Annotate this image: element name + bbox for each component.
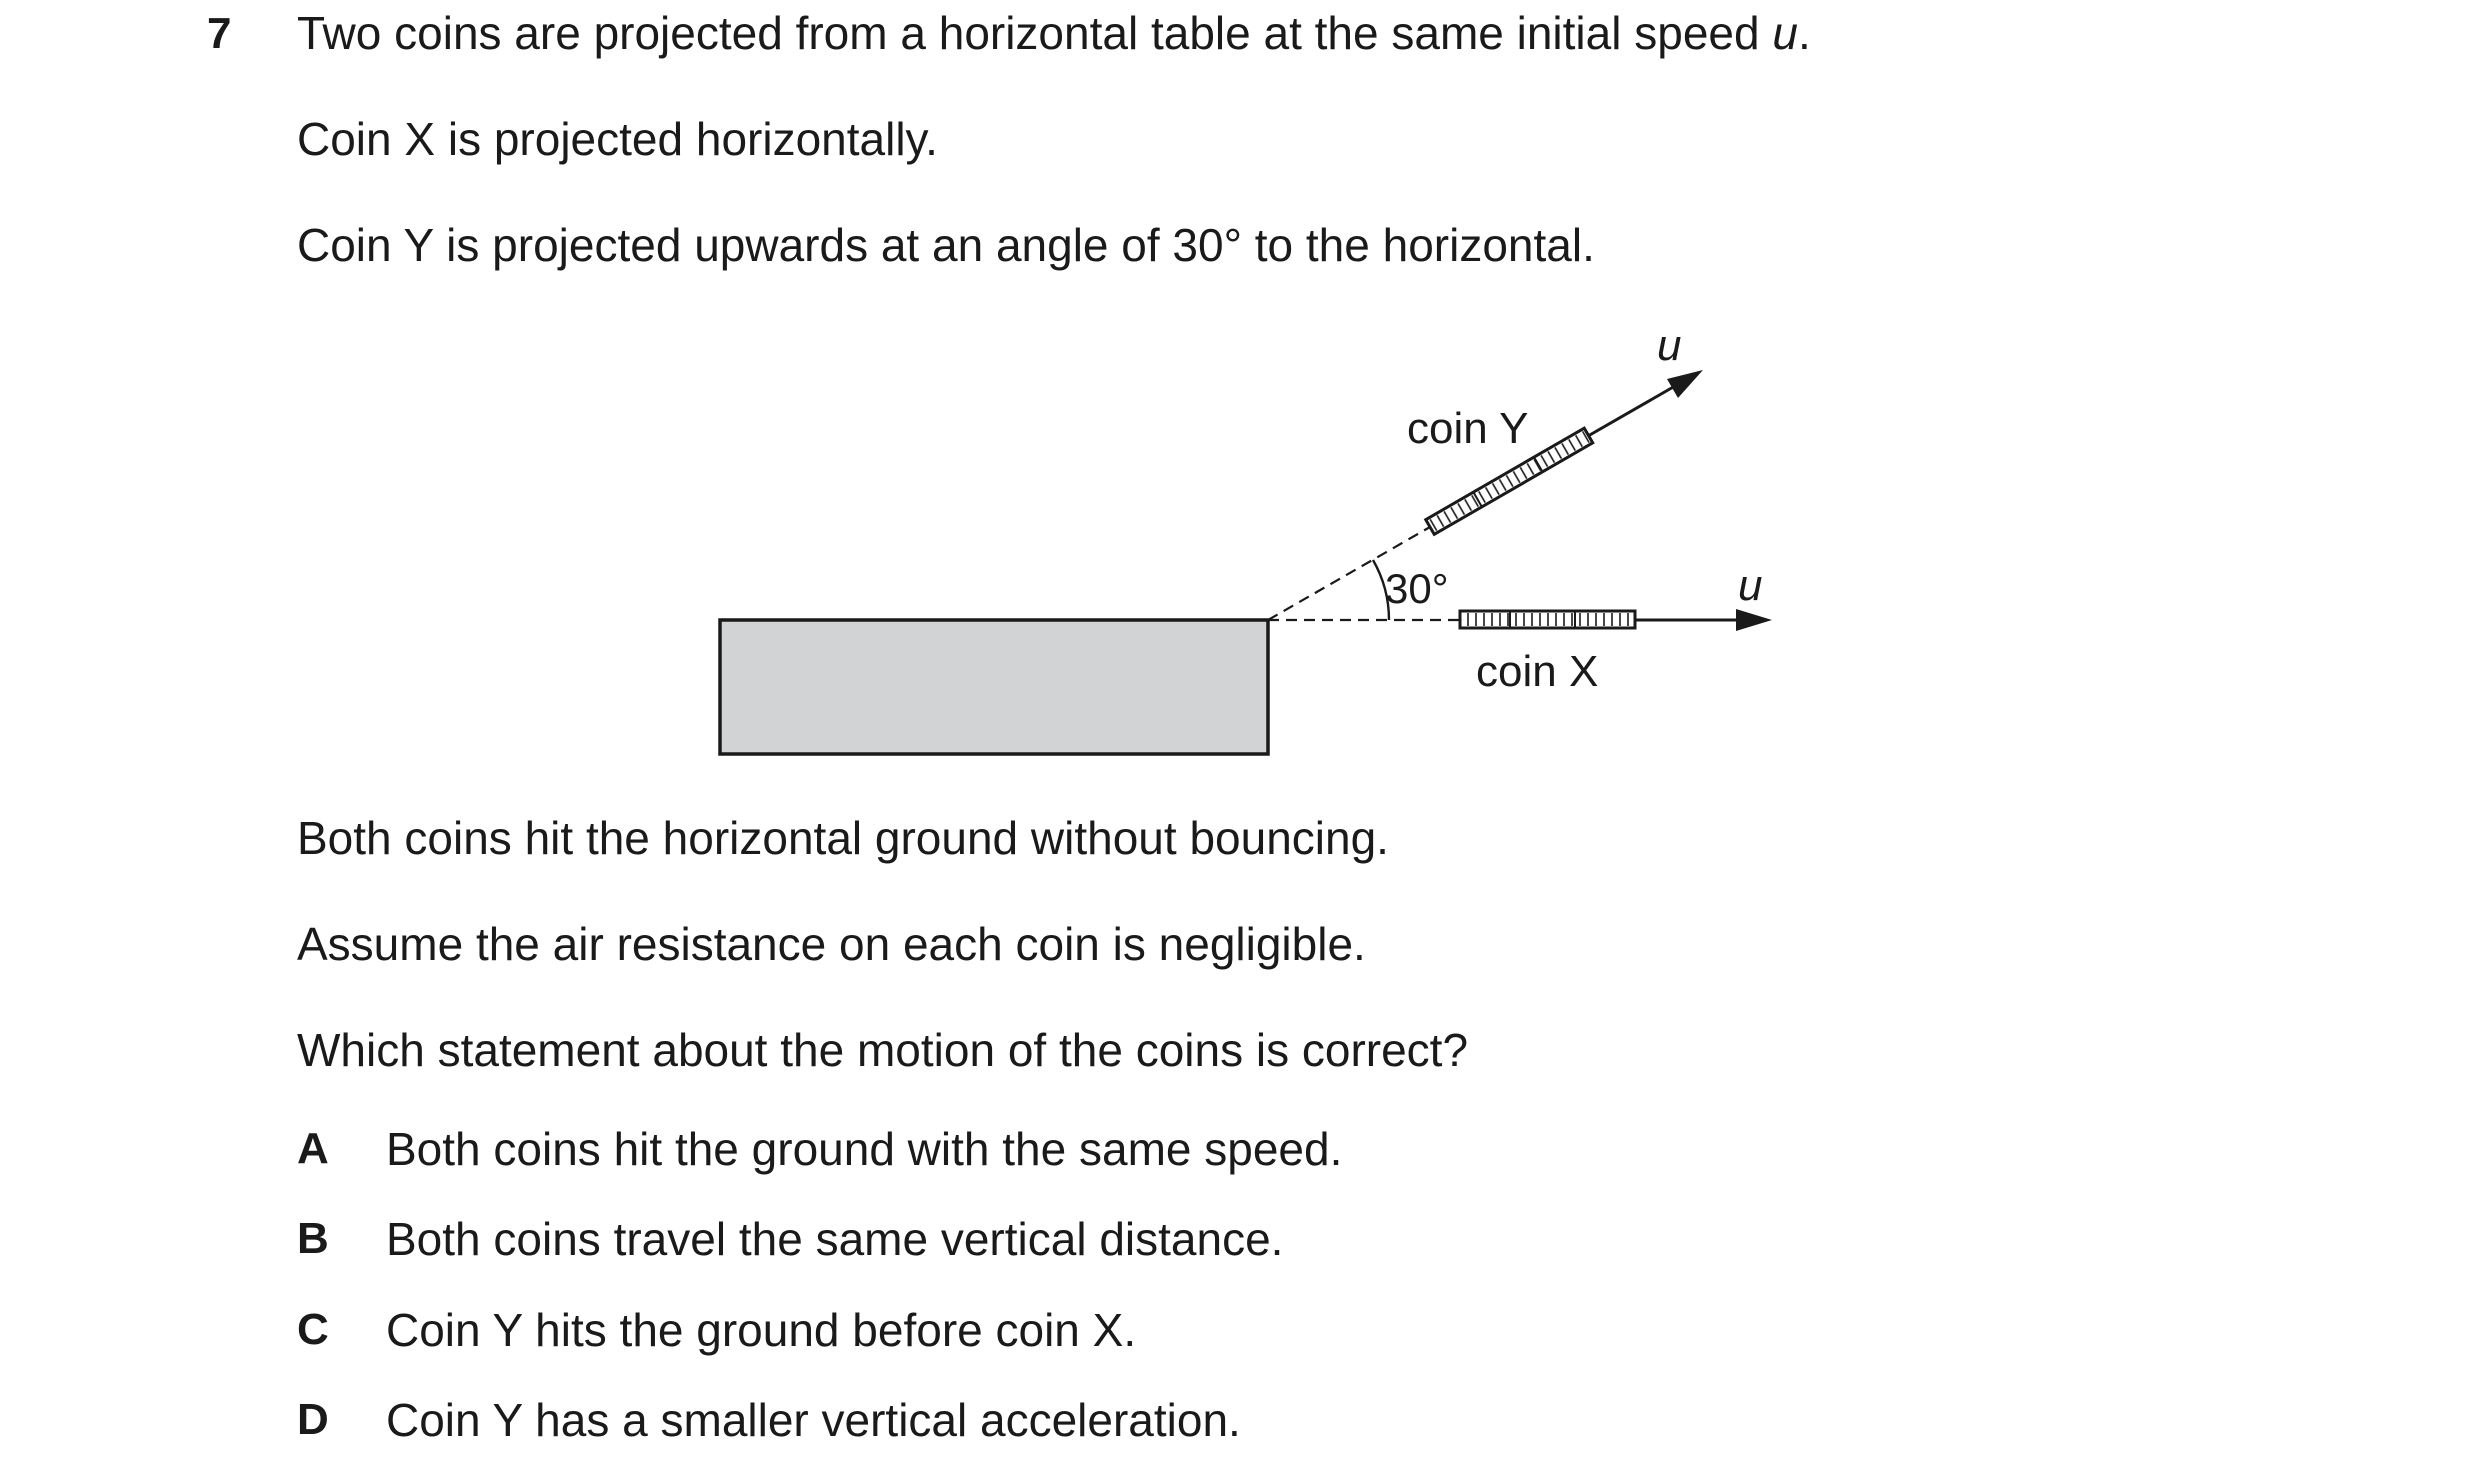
coin-x-speed-label: u bbox=[1738, 561, 1763, 610]
option-b-letter: B bbox=[297, 1214, 329, 1263]
option-d-letter: D bbox=[297, 1395, 329, 1444]
option-b-text: Both coins travel the same vertical distance. bbox=[386, 1213, 1284, 1265]
option-a-text: Both coins hit the ground with the same speed. bbox=[386, 1123, 1343, 1175]
coin-x bbox=[1460, 611, 1635, 628]
question-number: 7 bbox=[207, 9, 232, 58]
table-block bbox=[720, 620, 1268, 754]
ground-statement: Both coins hit the horizontal ground without bouncing. bbox=[297, 812, 1389, 864]
question-prompt: Which statement about the motion of the coins is correct? bbox=[297, 1024, 1469, 1076]
speed-symbol: u bbox=[1772, 7, 1798, 59]
air-resistance-statement: Assume the air resistance on each coin is negligible. bbox=[297, 918, 1366, 970]
angle-label: 30° bbox=[1385, 565, 1449, 612]
coin-x-velocity-arrow bbox=[1635, 609, 1772, 631]
coin-y-label: coin Y bbox=[1407, 404, 1529, 453]
stem-text: Two coins are projected from a horizontal table at the same initial speed bbox=[297, 7, 1773, 59]
coin-x-description: Coin X is projected horizontally. bbox=[297, 113, 938, 165]
coin-y-speed-label: u bbox=[1657, 321, 1682, 370]
option-a-letter: A bbox=[297, 1124, 329, 1173]
option-c-text: Coin Y hits the ground before coin X. bbox=[386, 1304, 1137, 1356]
option-d-text: Coin Y has a smaller vertical acceleration. bbox=[386, 1394, 1241, 1446]
option-c-letter: C bbox=[297, 1305, 329, 1354]
coin-x-label: coin X bbox=[1476, 647, 1599, 696]
stem-period: . bbox=[1797, 7, 1811, 59]
coin-y-velocity-arrow bbox=[1588, 370, 1703, 436]
coin-y-description: Coin Y is projected upwards at an angle of 30° to the horizontal. bbox=[297, 219, 1595, 271]
